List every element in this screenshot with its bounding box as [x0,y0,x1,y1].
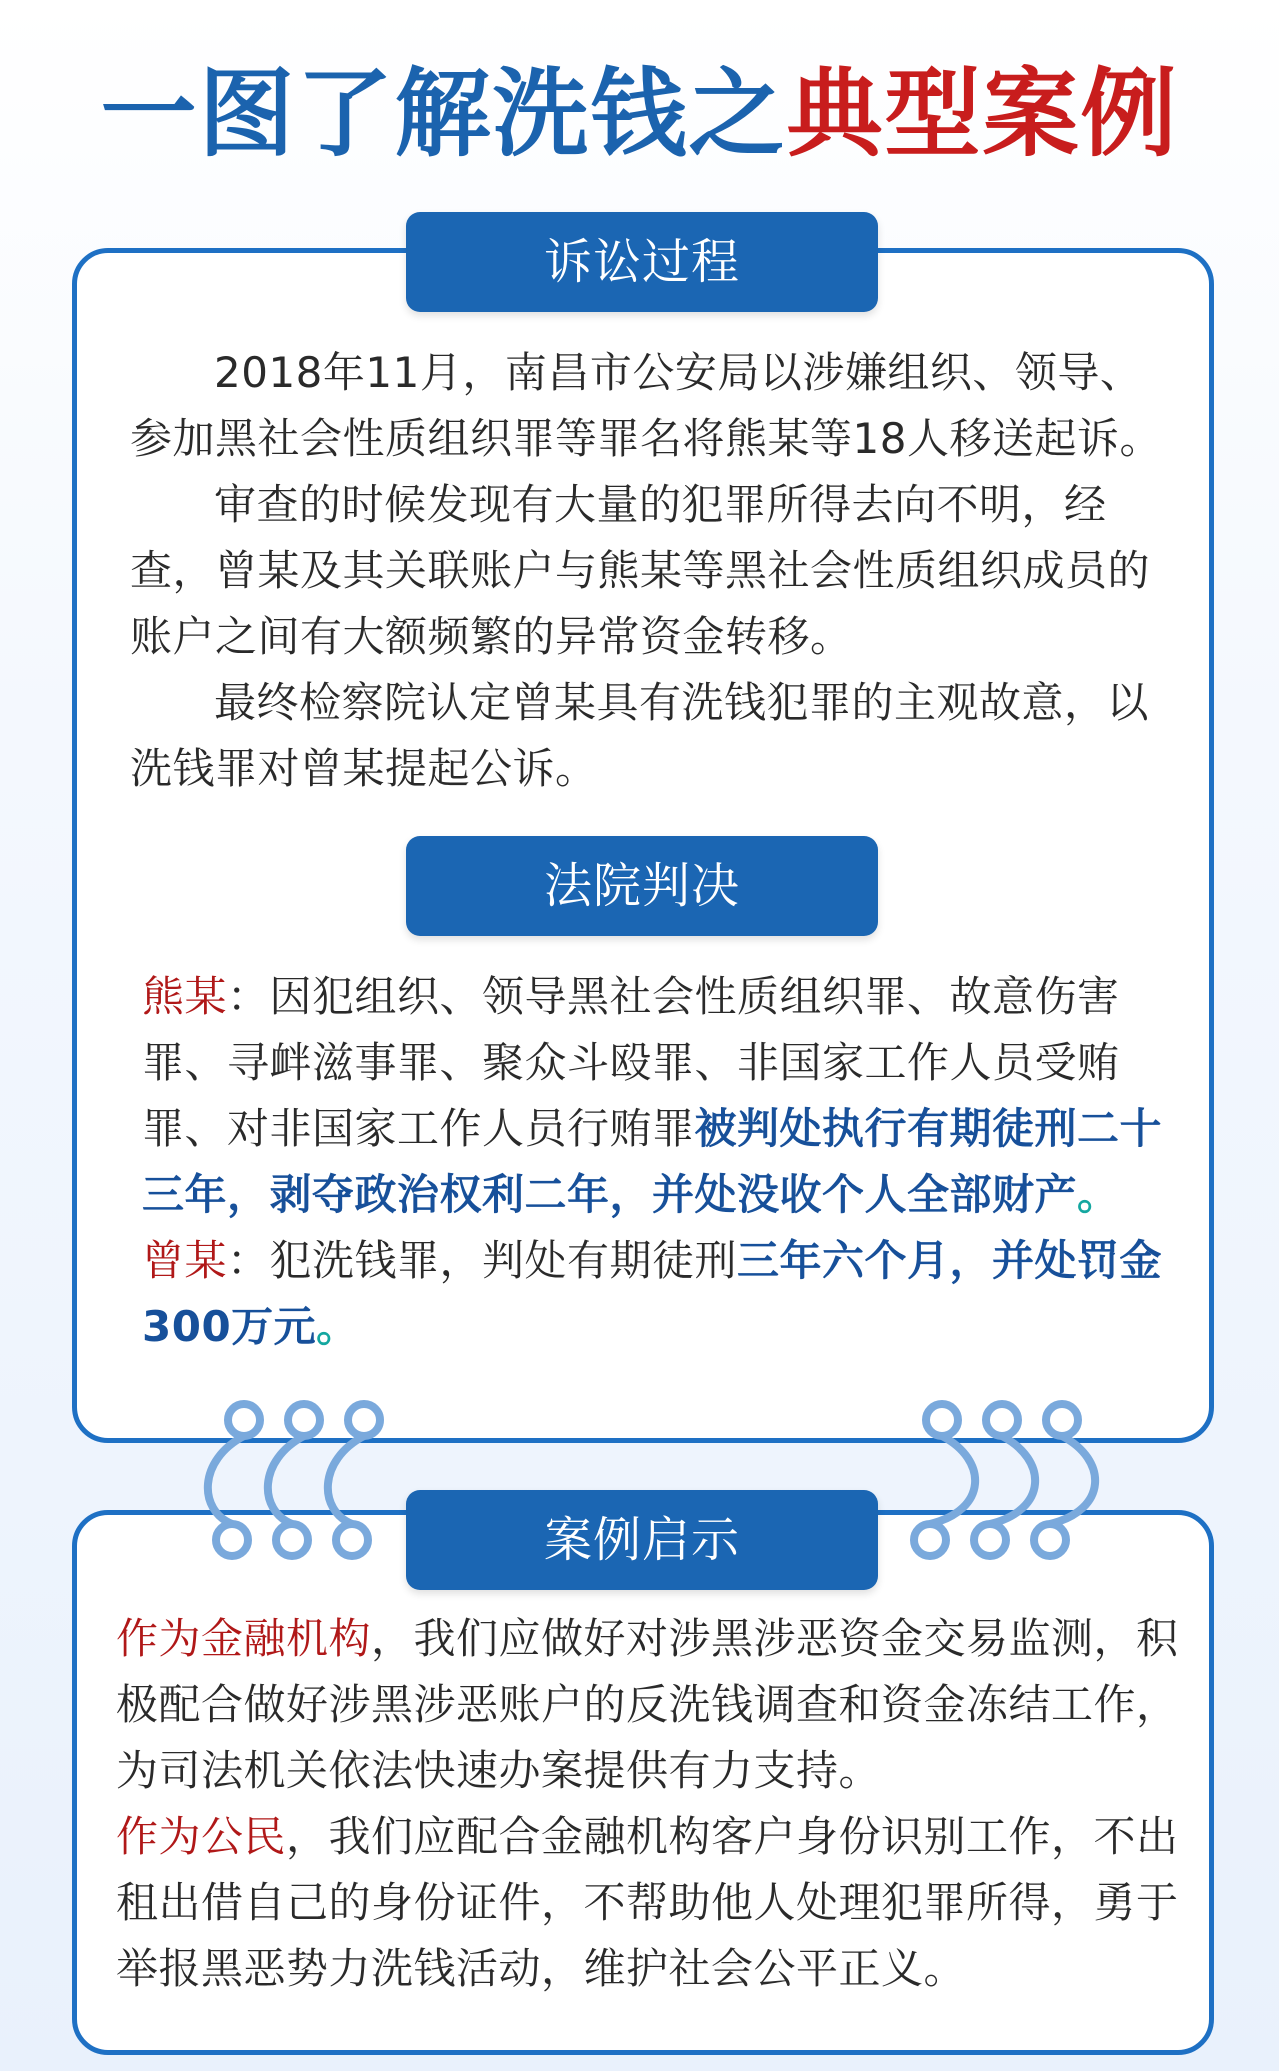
verdict-charges: 犯洗钱罪，判处有期徒刑 [269,1236,738,1285]
section-header-litigation: 诉讼过程 [406,212,878,312]
section-header-verdict: 法院判决 [406,836,878,936]
defendant-name: 曾某 [142,1236,228,1285]
title-part2: 典型案例 [786,58,1179,170]
defendant-name: 熊某 [142,972,228,1021]
insight-institution: 作为金融机构，我们应做好对涉黑涉恶资金交易监测，积极配合做好涉黑涉恶账户的反洗钱调查和资金冻结工作，为司法机关依法快速办案提供有力支持。 [116,1614,1179,1795]
insight-citizen: 作为公民，我们应配合金融机构客户身份识别工作，不出租出借自己的身份证件，不帮助他人处理犯罪所得，勇于举报黑恶势力洗钱活动，维护社会公平正义。 [116,1812,1179,1993]
binder-rings-left [196,1390,416,1570]
insight-lead: 作为金融机构 [116,1614,372,1663]
verdict-sentence: 被判处执行有期徒刑二十三年，剥夺政治权利二年，并处没收个人全部财产。 [142,1104,1163,1219]
title-part1: 一图了解洗钱之 [100,58,787,170]
litigation-paragraph: 最终检察院认定曾某具有洗钱犯罪的主观故意，以洗钱罪对曾某提起公诉。 [130,678,1150,793]
insight-lead: 作为公民 [116,1812,287,1861]
page-title [0,58,1279,170]
litigation-paragraph: 2018年11月，南昌市公安局以涉嫌组织、领导、参加黑社会性质组织罪等罪名将熊某等18人移送起诉。 [130,348,1162,463]
litigation-text [130,340,1178,802]
verdict-text [142,964,1178,1360]
verdict-charges: 因犯组织、领导黑社会性质组织罪、故意伤害罪、寻衅滋事罪、聚众斗殴罪、非国家工作人员受贿罪、对非国家工作人员行贿罪 [142,972,1120,1153]
verdict-sentence: 三年六个月，并处罚金300万元。 [142,1236,1163,1351]
verdict-zeng: 曾某：犯洗钱罪，判处有期徒刑三年六个月，并处罚金300万元。 [142,1236,1163,1351]
section-header-insight: 案例启示 [406,1490,878,1590]
litigation-paragraph: 审查的时候发现有大量的犯罪所得去向不明，经查，曾某及其关联账户与熊某等黑社会性质组织成员的账户之间有大额频繁的异常资金转移。 [130,480,1151,661]
insight-text [116,1606,1188,2002]
binder-rings-right [890,1390,1110,1570]
verdict-xiong: 熊某：因犯组织、领导黑社会性质组织罪、故意伤害罪、寻衅滋事罪、聚众斗殴罪、非国家工作人员受贿罪、对非国家工作人员行贿罪被判处执行有期徒刑二十三年，剥夺政治权利二年，并处没收个人全部财产。 [142,972,1163,1219]
